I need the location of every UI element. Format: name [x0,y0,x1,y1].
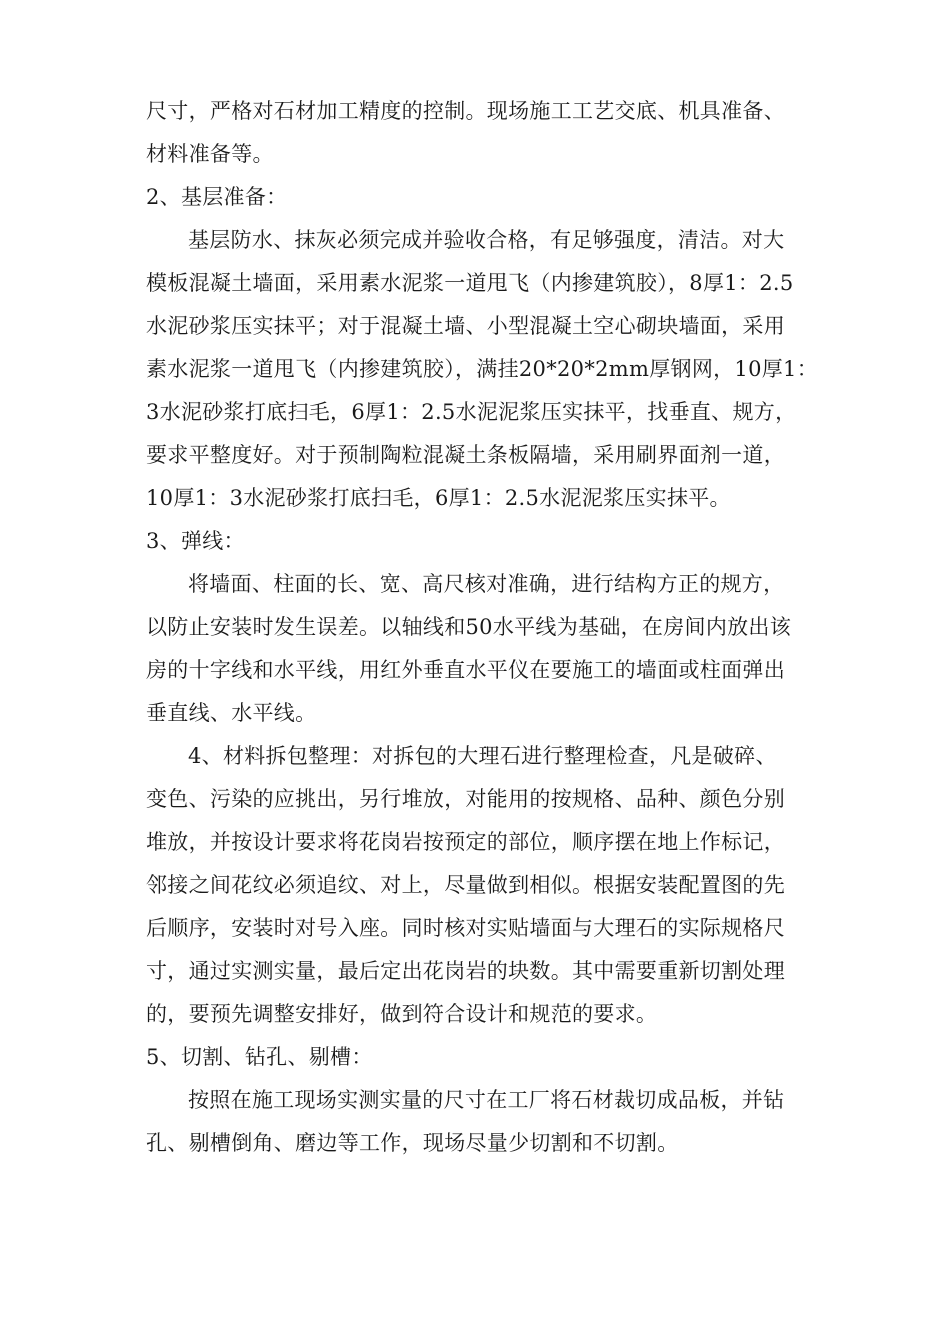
text-line: 按照在施工现场实测实量的尺寸在工厂将石材裁切成品板，并钻 [188,1088,785,1112]
text-line: 后顺序，安装时对号入座。同时核对实贴墙面与大理石的实际规格尺 [146,916,785,940]
text-line: 的，要预先调整安排好，做到符合设计和规范的要求。 [146,1002,658,1026]
text-line: 模板混凝土墙面，采用素水泥浆一道甩飞（内掺建筑胶），8厚1：2.5 [146,271,794,295]
section-heading: 2、基层准备： [146,185,288,209]
text-line: 邻接之间花纹必须追纹、对上，尽量做到相似。根据安装配置图的先 [146,873,785,897]
text-line: 3水泥砂浆打底扫毛，6厚1：2.5水泥泥浆压实抹平，找垂直、规方， [146,400,797,424]
text-line: 房的十字线和水平线，用红外垂直水平仪在要施工的墙面或柱面弹出 [146,658,785,682]
text-line: 将墙面、柱面的长、宽、高尺核对准确，进行结构方正的规方， [188,572,785,596]
section-heading: 3、弹线： [146,529,245,553]
text-line: 变色、污染的应挑出，另行堆放，对能用的按规格、品种、颜色分别 [146,787,785,811]
text-line: 基层防水、抹灰必须完成并验收合格，有足够强度，清洁。对大 [188,228,785,252]
text-line: 尺寸，严格对石材加工精度的控制。现场施工工艺交底、机具准备、 [146,99,785,123]
text-line: 寸，通过实测实量，最后定出花岗岩的块数。其中需要重新切割处理 [146,959,785,983]
section-heading: 5、切割、钻孔、剔槽： [146,1045,373,1069]
text-line: 10厚1：3水泥砂浆打底扫毛，6厚1：2.5水泥泥浆压实抹平。 [146,486,731,510]
text-line: 以防止安装时发生误差。以轴线和50水平线为基础，在房间内放出该 [146,615,792,639]
text-line: 要求平整度好。对于预制陶粒混凝土条板隔墙，采用刷界面剂一道， [146,443,785,467]
text-line: 孔、剔槽倒角、磨边等工作，现场尽量少切割和不切割。 [146,1131,679,1155]
section-heading: 4、材料拆包整理：对拆包的大理石进行整理检查，凡是破碎、 [188,744,777,768]
text-line: 水泥砂浆压实抹平；对于混凝土墙、小型混凝土空心砌块墙面，采用 [146,314,785,338]
text-line: 素水泥浆一道甩飞（内掺建筑胶），满挂20*20*2mm厚钢网，10厚1： [146,357,819,381]
text-line: 垂直线、水平线。 [146,701,317,725]
text-line: 堆放，并按设计要求将花岗岩按预定的部位，顺序摆在地上作标记， [146,830,785,854]
text-line: 材料准备等。 [146,142,274,166]
